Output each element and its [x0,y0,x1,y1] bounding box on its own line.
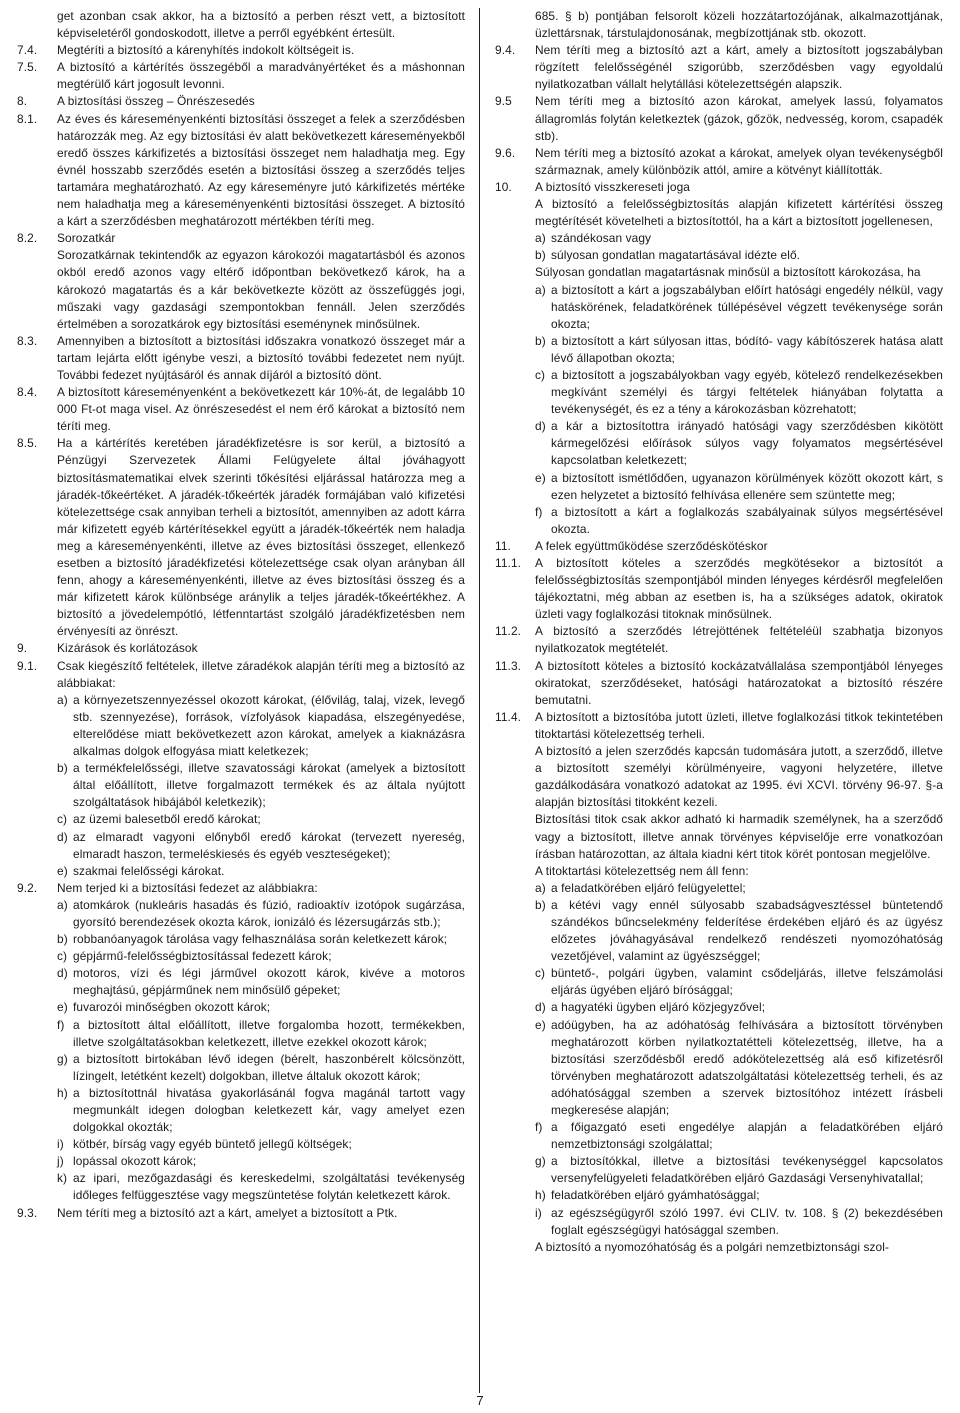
list-item [57,811,465,828]
list-item-label: e) [57,1000,68,1015]
paragraph [17,435,465,640]
list-item-text: motoros, vízi és légi járművel okozott károk, kivéve a motoros meghajtású, gépjárműnek nem minősülő gépeket; [73,966,465,998]
paragraph-text: Biztosítási titok csak akkor adható ki harmadik személynek, ha a szerződő vagy a biztosított, illetve annak törvényes képviselője erre vonatkozóan írásban határozottan, az általa kiadni kért titok körét pontosan megjelölve. [535,812,943,861]
list-item-text: a biztosított birtokában lévő idegen (bérelt, haszonbérelt kölcsönzött, lízingelt, letétként kezelt) dolgokban, illetve általuk okozott károk; [73,1051,465,1083]
paragraph-number [495,264,535,538]
paragraph-number [17,8,57,42]
paragraph-number [17,247,57,332]
paragraph-text: A biztosító a felelősségbiztosítás alapján kifizetett kártérítési összeg megtérítését követelheti a biztosítottól, ha a kárt a biztosított jogellenesen, [535,197,943,229]
list-item [57,863,465,880]
list-item [535,965,943,999]
list-item [535,897,943,965]
list-item [535,367,943,418]
paragraph [17,59,465,93]
list-item-label: c) [535,966,546,981]
list-item-label: f) [535,504,543,519]
list-item [57,760,465,811]
paragraph-number: 7.4. [17,43,38,58]
paragraph-text: get azonban csak akkor, ha a biztosító a perben részt vett, a biztosított képviseletéről gondoskodott, illetve a perről egyébként értesült. [57,9,465,41]
list-item-label: f) [57,1017,65,1032]
paragraph-body [535,658,943,709]
paragraph-number [495,8,535,42]
list-item-text: a kétévi vagy ennél súlyosabb szabadságvesztéssel büntetendő szándékos bűncselekmény felderítése érdekében eljáró és az ügyész előzetes jóváhagyásával rendelkező rendészeti nyomozóhatóság vezetőjével, valamint az ügyészséggel; [551,897,943,964]
paragraph-body [535,93,943,144]
paragraph-text: Nem téríti meg a biztosító azokat a károkat, amelyek olyan tevékenységből származnak, amely különbözik attól, amire a kötvényt kiállították. [535,145,943,177]
paragraph-body [535,145,943,179]
list-item-text: a biztosított a kárt a foglalkozás szabályainak súlyos megsértésével okozta. [551,504,943,536]
paragraph-text: Nem terjed ki a biztosítási fedezet az alábbiakra: [57,880,318,895]
list-item [535,999,943,1016]
paragraph-text: Csak kiegészítő feltételek, illetve záradékok alapján téríti meg a biztosító az alábbiakat: [57,658,465,690]
list-item-text: szándékosan vagy [551,231,652,246]
paragraph-number: 8.5. [17,436,38,451]
paragraph [495,196,943,264]
list-item [57,965,465,999]
paragraph-text: A biztosított káreseményenként a bekövetkezett kár 10%-át, de legalább 10 000 Ft-ot maga visel. Az önrészesedést el nem érő károkat a biztosító nem téríti meg. [57,385,465,434]
paragraph-body [57,230,465,247]
list-item-label: d) [535,1000,546,1015]
list-item [57,1136,465,1153]
list-item-label: b) [57,932,68,947]
paragraph-number: 9.4. [495,43,516,58]
paragraph-body [535,555,943,623]
paragraph-body [57,93,465,110]
paragraph [17,93,465,110]
list-item [57,1051,465,1085]
list-item [535,282,943,333]
paragraph-text: Nem téríti meg a biztosító azon károkat, amelyek lassú, folyamatos állagromlás folytán keletkeztek (gázok, gőzök, nedvesség, korom, csapadék stb). [535,94,943,143]
list-item-text: a termékfelelősségi, illetve szavatossági károkat (amelyek a biztosított által előállított, illetve forgalmazott termékek és az általa nyújtott szolgáltatások hibájából keletkezik); [73,761,465,810]
paragraph-text: Kizárások és korlátozások [57,641,198,656]
paragraph-body [57,247,465,332]
paragraph-number: 11.4. [495,709,522,724]
paragraph-text: Ha a kártérítés keretében járadékfizetésre is sor kerül, a biztosító a Pénzügyi Szervezetek Állami Felügyelete által jóváhagyott biztosításmatematikai elvek szerinti tőkésítési eljárással határozza meg a járadék-tőkeértéket. A járadék-tőkeérték járadék formájában való kifizetési kötelezettsége csak annyiban terheli a biztosítót, amennyiben az adott kárra már kifizetett egyéb kártérítésekkel együtt a járadék-tőkeérték nem haladja meg a káreseményenkénti, illetve az éves biztosítási összeget, ellenkező esetben a biztosító járadékfizetési kötelezettsége csak olyan arányban áll fenn, ahogy a káreseményenkénti, illetve az éves biztosítási összeg és a már kifizetett károk különbsége aránylik a teljes járadék-tőkeértékhez. A biztosító a jövedelempótló, létfenntartást szolgáló járadékfizetésben nem érvényesíti az önrészt. [57,436,465,639]
list-item-text: a biztosítókkal, illetve a biztosítási tevékenységgel kapcsolatos versenyfelügyeleti feladatkörében eljáró Gazdasági Versenyhivatallal; [551,1154,943,1186]
paragraph-number: 11.2. [495,624,522,639]
paragraph [17,111,465,231]
paragraph [495,145,943,179]
list-item-label: c) [57,949,68,964]
paragraph [495,179,943,196]
list-item-text: lopással okozott károk; [73,1154,197,1169]
paragraph-body [57,384,465,435]
paragraph [17,230,465,247]
list-item-text: szakmai felelősségi károkat. [73,863,225,878]
paragraph-body [535,811,943,862]
paragraph-body [535,1239,943,1256]
paragraph-body [57,42,465,59]
paragraph-body [57,333,465,384]
list-item-text: a főigazgató eseti engedélye alapján a feladatkörében eljáró nemzetbiztonsági szolgálattal; [551,1120,943,1152]
list-item-text: fuvarozói minőségben okozott károk; [73,1000,271,1015]
paragraph-text: A felek együttműködése szerződéskötéskor [535,538,768,553]
paragraph-number: 10. [495,179,512,194]
list-item-label: e) [535,1017,546,1032]
list-item-text: büntető-, polgári ügyben, valamint csődeljárás, illetve felszámolási eljárás ügyében eljáró bírósággal; [551,966,943,998]
list-item [57,1017,465,1051]
paragraph-body [57,435,465,640]
list-item [57,1153,465,1170]
list-item-text: gépjármű-felelősségbiztosítással fedezett károk; [73,949,332,964]
paragraph [495,42,943,93]
paragraph-body [535,709,943,743]
list-item [535,1153,943,1187]
list-item-label: b) [535,333,546,348]
list-item-label: a) [535,880,546,895]
paragraph-text: A titoktartási kötelezettség nem áll fenn: [535,863,749,878]
list-item-label: b) [57,761,68,776]
paragraph-number [495,811,535,862]
paragraph-body [57,8,465,42]
paragraph [17,247,465,332]
list-item [535,247,943,264]
list-item-text: a biztosított által előállított, illetve forgalomba hozott, termékekben, illetve szolgáltatásokban keletkezett, illetve ezekkel okozott károk; [73,1017,465,1049]
list-item-label: i) [535,1205,542,1220]
paragraph-number: 9.5 [495,94,512,109]
column-divider [479,8,480,1393]
paragraph-number: 11.1. [495,556,522,570]
list-item [535,230,943,247]
list-item-text: atomkárok (nukleáris hasadás és fúzió, radioaktív izotópok sugárzása, gyorsító berendezések okozta károk, ionizáló és lézersugárzás stb.); [73,897,465,929]
list-item-text: kötbér, bírság vagy egyéb büntető jellegű költségek; [73,1137,352,1152]
list-item-text: súlyosan gondatlan magatartásával idézte elő. [551,248,801,263]
list-item-text: az ipari, mezőgazdasági és kereskedelmi, szolgáltatási tevékenység időleges felfüggesztése vagy megszüntetése folytán keletkezett károk. [73,1171,465,1203]
paragraph-text: A biztosító a kártérítés összegéből a maradványértéket és a máshonnan megtérülő kárt jogosult levonni. [57,60,465,92]
paragraph-body [535,42,943,93]
paragraph-text: Megtéríti a biztosító a kárenyhítés indokolt költségeit is. [57,43,355,58]
paragraph-text: A biztosító visszkereseti joga [535,179,691,194]
list-item-text: a kár a biztosítottra irányadó hatósági vagy szerződésben kikötött kármegelőzési előírások súlyos vagy folyamatos megsértésével kapcsolatban keletkezett; [551,419,943,468]
paragraph-body [535,538,943,555]
paragraph-text: A biztosítási összeg – Önrészesedés [57,94,255,109]
paragraph-text: Sorozatkárnak tekintendők az egyazon károkozói magatartásból és azonos okból eredő azonos vagy eltérő időpontban bekövetkező károk, ha a károkozó magatartás és a kár bekövetkezte között az összefüggés jogi, műszaki vagy gazdasági szempontokban fennáll. Jelen szerződés értelmében a sorozatkárok egy biztosítási eseménynek minősülnek. [57,248,465,331]
list-item-label: h) [57,1085,68,1100]
list-item [535,418,943,469]
paragraph [495,863,943,1239]
paragraph-number: 11.3. [495,658,522,673]
paragraph [495,555,943,623]
list-item-label: d) [57,829,68,844]
paragraph [17,384,465,435]
paragraph-body [535,623,943,657]
paragraph-text: Nem téríti meg a biztosító azt a kárt, amely a biztosított jogszabályban rögzített felelősségénél szigorúbb, szerződésben vagy egyoldalú nyilatkozatban vállalt helytállási kötelezettségén alapszik. [535,43,943,92]
list-item [535,470,943,504]
paragraph-body [57,880,465,1205]
list-item-label: f) [535,1120,543,1135]
paragraph-body [57,111,465,231]
list-item [535,1119,943,1153]
right-column [495,8,943,1256]
list-item-text: a biztosított a kárt a jogszabályban előírt hatósági engedély nélkül, vagy hatáskörének, feladatkörének túllépésével végzett tevékenysége során okozta; [551,282,943,331]
paragraph [495,743,943,811]
list-item-text: robbanóanyagok tárolása vagy felhasználása során keletkezett károk; [73,932,448,947]
paragraph [495,623,943,657]
list-item [57,897,465,931]
list-item-text: a biztosított a kárt súlyosan ittas, bódító- vagy kábítószerek hatása alatt lévő állapotban okozta; [551,333,943,365]
list-item-label: g) [57,1051,68,1066]
paragraph-text: A biztosított köteles a szerződés megkötésekor a biztosítót a felelősségbiztosítás szempontjából minden lényeges kérdésről megfelelően tájékoztatni, még abban az esetben is, ha a szükséges adatok, okiratok üzleti vagy foglalkozási titoknak minősülnek. [535,556,943,622]
paragraph-number: 8. [17,94,28,109]
paragraph-text: Sorozatkár [57,231,116,246]
paragraph [495,709,943,743]
paragraph-text: A biztosító a jelen szerződés kapcsán tudomására jutott, a szerződő, illetve a biztosított személyi körülményeire, vagyoni helyzetére, illetve gazdálkodására vonatkozó adatokat az 1995. évi XCVI. törvény 96-97. §-a alapján biztosítási titokként kezeli. [535,744,943,810]
list-item-text: adóügyben, ha az adóhatóság felhívására a biztosított törvényben meghatározott körben nyilatkoztatétteli kötelezettség, illetve, ha a biztosítási szerződésből eredő adókötelezettség alá eső kifizetésről törvényben meghatározott adatszolgáltatási kötelezettség terheli, és az adóhatósággal szemben a szervek biztosítóhoz intézett írásbeli megkeresése alapján; [551,1017,943,1117]
list-item-text: a biztosított ismétlődően, ugyanazon körülmények között okozott kárt, s ezen helyzetet a biztosító felhívása ellenére sem szüntette meg; [551,470,943,502]
list-item [535,504,943,538]
paragraph [17,333,465,384]
paragraph-text: A biztosított a biztosítóba jutott üzleti, illetve foglalkozási titkok tekintetében titoktartási kötelezettség terheli. [535,709,943,741]
paragraph-body [535,179,943,196]
paragraph-text: A biztosító a nyomozóhatóság és a polgári nemzetbiztonsági szol- [535,1239,890,1254]
list-item-text: a biztosítottnál hivatása gyakorlásánál fogva magánál tartott vagy megmunkált idegen dologban keletkezett kár, vagy amelyet ezen dolgokkal okozták; [73,1085,465,1135]
paragraph [495,93,943,144]
list-item-text: a biztosított a jogszabályokban vagy egyéb, kötelező rendelkezésekben megkívánt személyi és tárgyi feltételek hiányában folytatta a tevékenységét, és ez a tény a károkozásban közrehatott; [551,367,943,417]
paragraph-body [535,863,943,1239]
paragraph-body [535,8,943,42]
list-item-text: a hagyatéki ügyben eljáró közjegyzővel; [551,1000,766,1015]
paragraph [17,42,465,59]
list-item [535,1017,943,1120]
list-item-label: e) [57,863,68,878]
paragraph-text: A biztosító a szerződés létrejöttének feltételéül szabhatja bizonyos nyilatkozatok megtételét. [535,624,943,656]
list-item [535,1205,943,1239]
list-item [57,999,465,1016]
paragraph [17,8,465,42]
paragraph [495,811,943,862]
list-item-label: c) [535,367,546,382]
paragraph-body [57,640,465,657]
paragraph-number: 8.3. [17,333,38,348]
paragraph [495,8,943,42]
list-item-label: d) [535,419,546,434]
paragraph-number: 7.5. [17,60,38,75]
list-item-label: j) [57,1154,64,1169]
list-item-label: k) [57,1171,68,1186]
paragraph [495,264,943,538]
paragraph-number: 8.4. [17,385,38,400]
list-item [57,1170,465,1204]
paragraph-text: Súlyosan gondatlan magatartásnak minősül a biztosított károkozása, ha [535,265,921,280]
paragraph-body [535,196,943,264]
list-item [57,931,465,948]
paragraph [17,640,465,657]
paragraph-body [535,264,943,538]
paragraph-number: 9.3. [17,1205,38,1220]
paragraph-number [495,863,535,1239]
list-item-label: a) [535,231,546,246]
paragraph-text: Nem téríti meg a biztosító azt a kárt, amelyet a biztosított a Ptk. [57,1205,398,1220]
list-item [57,948,465,965]
paragraph-body [535,743,943,811]
list-item-label: a) [535,282,546,297]
paragraph [17,658,465,880]
paragraph-text: 685. § b) pontjában felsorolt közeli hozzátartozójának, alkalmazottjának, üzlettársnak, társtulajdonosának, megbízottjának stb. okozott. [535,9,943,41]
paragraph-number: 9.6. [495,145,516,160]
list-item [535,333,943,367]
paragraph [495,1239,943,1256]
list-item-label: g) [535,1154,546,1169]
list-item [57,692,465,760]
list-item-text: az elmaradt vagyoni előnyből eredő károkat (tervezett nyereség, elmaradt haszon, termeléskiesés és egyéb veszteségeket); [73,829,465,861]
paragraph [17,1205,465,1222]
list-item-label: h) [535,1188,546,1203]
list-item [57,829,465,863]
paragraph [495,538,943,555]
page-number: 7 [476,1393,484,1408]
paragraph-text: Amennyiben a biztosított a biztosítási időszakra vonatkozó összeget már a tartam lejárta előtt igénybe veszi, a biztosító további fedezetet nem nyújt. További fedezet nyújtásáról és annak díjáról a biztosító dönt. [57,333,465,382]
list-item-text: feladatkörében eljáró gyámhatósággal; [551,1188,760,1203]
paragraph-number: 9.1. [17,658,38,673]
paragraph-number [495,1239,535,1256]
paragraph-text: Az éves és káreseményenkénti biztosítási összeget a felek a szerződésben határozzák meg. Az egy biztosítási év alatt bekövetkezett káreseményekből eredő összes kárkifizetés a biztosítási összeget nem haladhatja meg. Egy évnél hosszabb szerződés esetén a biztosítási összeg a szerződés teljes tartamára meghatározható. Az egy káreseményre jutó kárkifizetés mértéke nem haladhatja meg a káreseményenkénti biztosítási összeget. A biztosító a kárt a szerződésben meghatározott mértékben téríti meg. [57,111,465,229]
paragraph-number: 8.2. [17,231,38,246]
list-item-text: az üzemi balesetből eredő károkat; [73,812,261,827]
paragraph-number: 8.1. [17,111,38,126]
list-item-label: i) [57,1137,64,1152]
paragraph [17,880,465,1205]
paragraph-number [495,743,535,811]
list-item-label: b) [535,897,546,912]
left-column [17,8,465,1222]
list-item [57,1085,465,1136]
paragraph-number: 9.2. [17,880,38,895]
paragraph-number [495,196,535,264]
list-item-label: a) [57,897,68,912]
list-item-text: a környezetszennyezéssel okozott károkat, (élővilág, talaj, vizek, levegő stb. szennyezése), források, vízfolyások kiapadása, elszegényedése, elterelődése miatt bekövetkezett azon károkat, amelyek a kiaknázásra alkalmas dolgok elfogyása miatt keletkezek; [73,692,465,759]
paragraph-number: 9. [17,641,28,656]
paragraph-number: 11. [495,538,511,553]
list-item [535,1187,943,1204]
paragraph-text: A biztosított köteles a biztosító kockázatvállalása szempontjából lényeges okiratokat, szerződéseket, hatósági határozatokat a biztosító részére bemutatni. [535,658,943,707]
paragraph-body [57,59,465,93]
list-item-text: a feladatkörében eljáró felügyelettel; [551,880,746,895]
paragraph-body [57,658,465,880]
list-item-label: e) [535,470,546,485]
list-item-text: az egészségügyről szóló 1997. évi CLIV. tv. 108. § (2) bekezdésében foglalt egészségügyi hatósággal szemben. [551,1205,943,1237]
list-item-label: d) [57,966,68,981]
list-item-label: b) [535,248,546,263]
list-item-label: c) [57,812,68,827]
list-item-label: a) [57,692,68,707]
paragraph-body [57,1205,465,1222]
paragraph [495,658,943,709]
list-item [535,880,943,897]
